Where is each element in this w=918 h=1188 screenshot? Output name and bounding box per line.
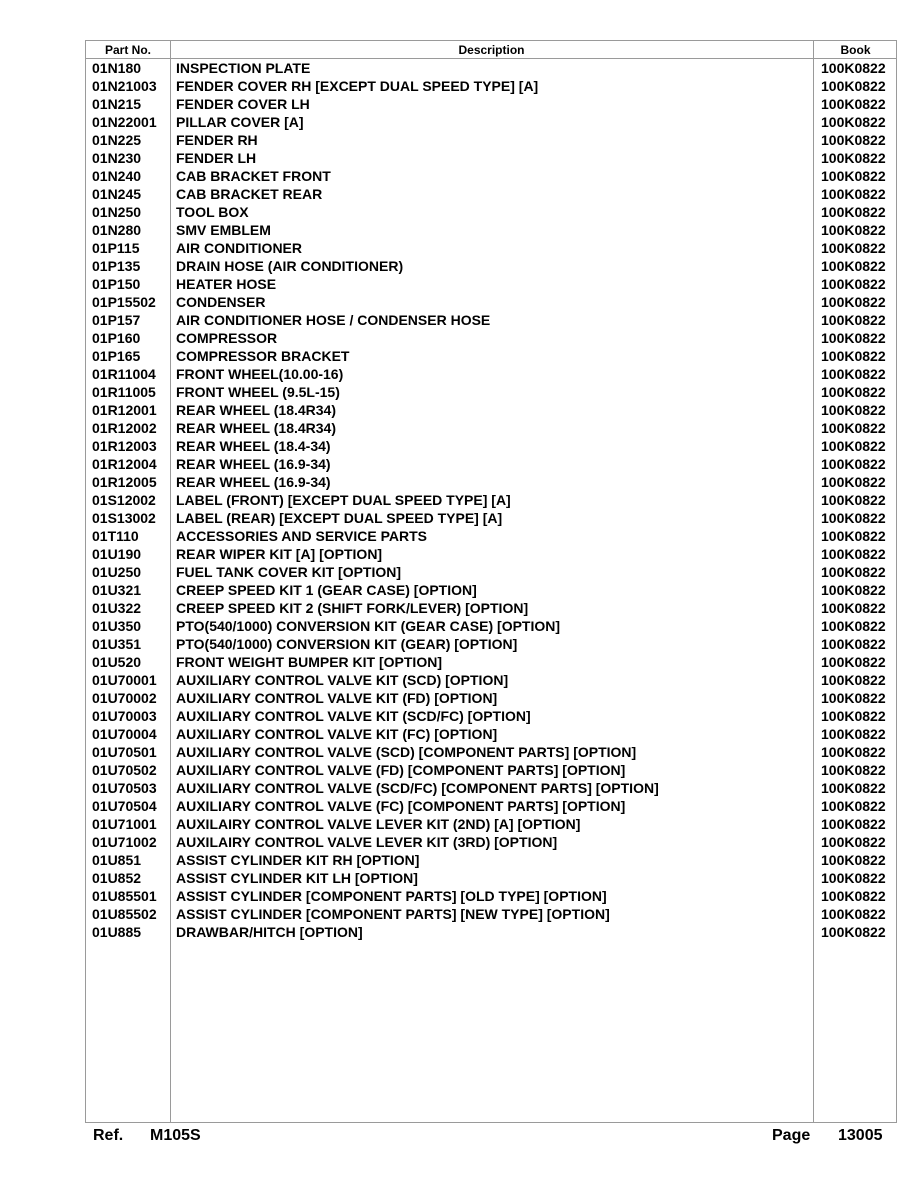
cell-description: ASSIST CYLINDER KIT RH [OPTION]: [176, 852, 420, 868]
cell-book: 100K0822: [821, 780, 886, 796]
cell-book: 100K0822: [821, 240, 886, 256]
cell-part-no: 01R12004: [92, 456, 157, 472]
table-row: [86, 419, 896, 437]
cell-part-no: 01P150: [92, 276, 141, 292]
table-row: [86, 815, 896, 833]
table-row: [86, 311, 896, 329]
cell-description: HEATER HOSE: [176, 276, 277, 292]
table-row: [86, 689, 896, 707]
table-row: [86, 221, 896, 239]
cell-book: 100K0822: [821, 420, 886, 436]
cell-description: PTO(540/1000) CONVERSION KIT (GEAR) [OPTION]: [176, 636, 518, 652]
cell-book: 100K0822: [821, 204, 886, 220]
cell-description: COMPRESSOR: [176, 330, 278, 346]
cell-description: AUXILIARY CONTROL VALVE KIT (FC) [OPTION]: [176, 726, 498, 742]
table-row: [86, 617, 896, 635]
cell-book: 100K0822: [821, 186, 886, 202]
cell-description: AUXILIARY CONTROL VALVE (FD) [COMPONENT PARTS] [OPTION]: [176, 762, 626, 778]
cell-part-no: 01N280: [92, 222, 142, 238]
cell-description: FRONT WHEEL(10.00-16): [176, 366, 344, 382]
cell-description: FENDER RH: [176, 132, 258, 148]
table-row: [86, 635, 896, 653]
cell-part-no: 01S12002: [92, 492, 156, 508]
cell-book: 100K0822: [821, 834, 886, 850]
cell-part-no: 01U190: [92, 546, 142, 562]
table-row: [86, 599, 896, 617]
footer-model: M105S: [150, 1127, 201, 1144]
cell-book: 100K0822: [821, 150, 886, 166]
cell-book: 100K0822: [821, 258, 886, 274]
table-row: [86, 59, 896, 77]
cell-book: 100K0822: [821, 384, 886, 400]
table-row: [86, 851, 896, 869]
header-description: Description: [458, 43, 525, 57]
cell-part-no: 01T110: [92, 528, 139, 544]
cell-book: 100K0822: [821, 816, 886, 832]
table-row: [86, 95, 896, 113]
table-row: [86, 329, 896, 347]
cell-book: 100K0822: [821, 708, 886, 724]
table-row: [86, 527, 896, 545]
cell-part-no: 01U851: [92, 852, 142, 868]
cell-book: 100K0822: [821, 888, 886, 904]
cell-part-no: 01P115: [92, 240, 140, 256]
cell-part-no: 01U71002: [92, 834, 157, 850]
cell-description: AIR CONDITIONER HOSE / CONDENSER HOSE: [176, 312, 491, 328]
cell-part-no: 01U85501: [92, 888, 157, 904]
table-row: [86, 239, 896, 257]
cell-description: ASSIST CYLINDER KIT LH [OPTION]: [176, 870, 418, 886]
cell-description: AUXILAIRY CONTROL VALVE LEVER KIT (2ND) [A] [OPTION]: [176, 816, 581, 832]
cell-part-no: 01U322: [92, 600, 142, 616]
cell-part-no: 01U70002: [92, 690, 157, 706]
cell-description: AUXILIARY CONTROL VALVE KIT (FD) [OPTION]: [176, 690, 498, 706]
table-row: [86, 167, 896, 185]
cell-part-no: 01U70003: [92, 708, 157, 724]
table-row: [86, 509, 896, 527]
cell-book: 100K0822: [821, 636, 886, 652]
cell-description: REAR WHEEL (18.4-34): [176, 438, 331, 454]
cell-part-no: 01R11005: [92, 384, 156, 400]
cell-part-no: 01U85502: [92, 906, 157, 922]
cell-description: INSPECTION PLATE: [176, 60, 311, 76]
cell-book: 100K0822: [821, 600, 886, 616]
footer-page-number: 13005: [838, 1127, 883, 1144]
table-row: [86, 563, 896, 581]
cell-part-no: 01N22001: [92, 114, 157, 130]
table-row: [86, 491, 896, 509]
cell-description: CONDENSER: [176, 294, 266, 310]
table-row: [86, 743, 896, 761]
cell-part-no: 01N215: [92, 96, 142, 112]
cell-part-no: 01U852: [92, 870, 142, 886]
cell-description: ACCESSORIES AND SERVICE PARTS: [176, 528, 428, 544]
cell-book: 100K0822: [821, 366, 886, 382]
cell-part-no: 01N245: [92, 186, 142, 202]
table-row: [86, 671, 896, 689]
cell-part-no: 01U71001: [92, 816, 157, 832]
cell-book: 100K0822: [821, 762, 886, 778]
cell-book: 100K0822: [821, 132, 886, 148]
cell-description: SMV EMBLEM: [176, 222, 271, 238]
cell-book: 100K0822: [821, 906, 886, 922]
cell-description: AUXILIARY CONTROL VALVE (SCD) [COMPONENT PARTS] [OPTION]: [176, 744, 637, 760]
cell-part-no: 01U70501: [92, 744, 157, 760]
cell-description: ASSIST CYLINDER [COMPONENT PARTS] [OLD TYPE] [OPTION]: [176, 888, 607, 904]
cell-part-no: 01R12005: [92, 474, 157, 490]
table-row: [86, 653, 896, 671]
cell-part-no: 01N225: [92, 132, 142, 148]
cell-part-no: 01P160: [92, 330, 141, 346]
table-row: [86, 473, 896, 491]
cell-book: 100K0822: [821, 114, 886, 130]
footer-ref-label: Ref.: [93, 1127, 124, 1144]
cell-description: ASSIST CYLINDER [COMPONENT PARTS] [NEW TYPE] [OPTION]: [176, 906, 610, 922]
cell-description: FENDER COVER RH [EXCEPT DUAL SPEED TYPE] [A]: [176, 78, 539, 94]
table-row: [86, 707, 896, 725]
table-row: [86, 797, 896, 815]
cell-part-no: 01R12002: [92, 420, 157, 436]
table-row: [86, 203, 896, 221]
cell-book: 100K0822: [821, 726, 886, 742]
cell-book: 100K0822: [821, 168, 886, 184]
cell-book: 100K0822: [821, 582, 886, 598]
cell-description: FENDER LH: [176, 150, 257, 166]
header-part-no: Part No.: [104, 43, 151, 57]
cell-book: 100K0822: [821, 690, 886, 706]
cell-part-no: 01R12003: [92, 438, 157, 454]
cell-description: FRONT WHEEL (9.5L-15): [176, 384, 340, 400]
table-header: [86, 41, 896, 59]
cell-description: REAR WHEEL (16.9-34): [176, 456, 331, 472]
cell-part-no: 01U70004: [92, 726, 157, 742]
cell-book: 100K0822: [821, 294, 886, 310]
cell-description: CREEP SPEED KIT 1 (GEAR CASE) [OPTION]: [176, 582, 477, 598]
cell-book: 100K0822: [821, 60, 886, 76]
cell-book: 100K0822: [821, 96, 886, 112]
cell-part-no: 01S13002: [92, 510, 156, 526]
table-row: [86, 725, 896, 743]
cell-book: 100K0822: [821, 798, 886, 814]
cell-description: REAR WHEEL (18.4R34): [176, 402, 337, 418]
cell-part-no: 01U520: [92, 654, 142, 670]
table-row: [86, 257, 896, 275]
cell-part-no: 01N240: [92, 168, 142, 184]
table-row: [86, 833, 896, 851]
table-row: [86, 77, 896, 95]
cell-part-no: 01P135: [92, 258, 141, 274]
cell-part-no: 01U321: [92, 582, 142, 598]
cell-book: 100K0822: [821, 510, 886, 526]
cell-description: REAR WIPER KIT [A] [OPTION]: [176, 546, 383, 562]
cell-book: 100K0822: [821, 492, 886, 508]
cell-description: AUXILIARY CONTROL VALVE (FC) [COMPONENT PARTS] [OPTION]: [176, 798, 626, 814]
cell-book: 100K0822: [821, 924, 886, 940]
table-row: [86, 149, 896, 167]
cell-part-no: 01P15502: [92, 294, 156, 310]
table-row: [86, 383, 896, 401]
cell-description: DRAWBAR/HITCH [OPTION]: [176, 924, 363, 940]
cell-book: 100K0822: [821, 402, 886, 418]
cell-book: 100K0822: [821, 312, 886, 328]
cell-description: AIR CONDITIONER: [176, 240, 302, 256]
cell-part-no: 01N21003: [92, 78, 157, 94]
cell-book: 100K0822: [821, 438, 886, 454]
cell-description: FENDER COVER LH: [176, 96, 310, 112]
table-row: [86, 401, 896, 419]
table-row: [86, 455, 896, 473]
table-row: [86, 779, 896, 797]
cell-part-no: 01N180: [92, 60, 142, 76]
cell-part-no: 01N250: [92, 204, 142, 220]
cell-book: 100K0822: [821, 528, 886, 544]
cell-description: REAR WHEEL (18.4R34): [176, 420, 337, 436]
cell-book: 100K0822: [821, 564, 886, 580]
parts-table: [85, 40, 897, 1123]
table-row: [86, 545, 896, 563]
table-row: [86, 113, 896, 131]
table-row: [86, 347, 896, 365]
cell-description: DRAIN HOSE (AIR CONDITIONER): [176, 258, 404, 274]
cell-book: 100K0822: [821, 348, 886, 364]
table-row: [86, 275, 896, 293]
cell-part-no: 01P157: [92, 312, 141, 328]
cell-book: 100K0822: [821, 618, 886, 634]
cell-book: 100K0822: [821, 276, 886, 292]
cell-book: 100K0822: [821, 852, 886, 868]
table-row: [86, 905, 896, 923]
cell-description: CAB BRACKET FRONT: [176, 168, 331, 184]
header-book: Book: [840, 43, 871, 57]
table-row: [86, 761, 896, 779]
cell-part-no: 01U70504: [92, 798, 157, 814]
cell-book: 100K0822: [821, 870, 886, 886]
cell-description: LABEL (REAR) [EXCEPT DUAL SPEED TYPE] [A]: [176, 510, 503, 526]
table-row: [86, 365, 896, 383]
cell-part-no: 01U70502: [92, 762, 157, 778]
cell-part-no: 01U885: [92, 924, 142, 940]
cell-book: 100K0822: [821, 672, 886, 688]
cell-description: PTO(540/1000) CONVERSION KIT (GEAR CASE) [OPTION]: [176, 618, 561, 634]
cell-book: 100K0822: [821, 330, 886, 346]
cell-book: 100K0822: [821, 222, 886, 238]
table-row: [86, 869, 896, 887]
cell-part-no: 01P165: [92, 348, 141, 364]
cell-part-no: 01U250: [92, 564, 142, 580]
table-row: [86, 131, 896, 149]
cell-book: 100K0822: [821, 546, 886, 562]
cell-description: REAR WHEEL (16.9-34): [176, 474, 331, 490]
cell-description: AUXILAIRY CONTROL VALVE LEVER KIT (3RD) [OPTION]: [176, 834, 558, 850]
table-body: [86, 59, 896, 941]
cell-description: FRONT WEIGHT BUMPER KIT [OPTION]: [176, 654, 442, 670]
cell-description: AUXILIARY CONTROL VALVE KIT (SCD) [OPTION]: [176, 672, 509, 688]
cell-book: 100K0822: [821, 744, 886, 760]
cell-description: PILLAR COVER [A]: [176, 114, 304, 130]
cell-book: 100K0822: [821, 654, 886, 670]
cell-part-no: 01U70503: [92, 780, 157, 796]
footer-page-label: Page: [772, 1127, 811, 1144]
cell-part-no: 01U351: [92, 636, 142, 652]
cell-part-no: 01U350: [92, 618, 142, 634]
cell-description: LABEL (FRONT) [EXCEPT DUAL SPEED TYPE] [A]: [176, 492, 511, 508]
cell-description: TOOL BOX: [176, 204, 249, 220]
cell-book: 100K0822: [821, 456, 886, 472]
table-row: [86, 581, 896, 599]
cell-description: AUXILIARY CONTROL VALVE KIT (SCD/FC) [OPTION]: [176, 708, 531, 724]
cell-description: COMPRESSOR BRACKET: [176, 348, 350, 364]
table-row: [86, 437, 896, 455]
table-row: [86, 185, 896, 203]
cell-description: AUXILIARY CONTROL VALVE (SCD/FC) [COMPONENT PARTS] [OPTION]: [176, 780, 659, 796]
cell-part-no: 01R11004: [92, 366, 156, 382]
cell-description: CAB BRACKET REAR: [176, 186, 323, 202]
table-row: [86, 293, 896, 311]
cell-book: 100K0822: [821, 78, 886, 94]
table-row: [86, 887, 896, 905]
table-row: [86, 923, 896, 941]
cell-book: 100K0822: [821, 474, 886, 490]
cell-part-no: 01R12001: [92, 402, 157, 418]
cell-description: CREEP SPEED KIT 2 (SHIFT FORK/LEVER) [OPTION]: [176, 600, 529, 616]
cell-description: FUEL TANK COVER KIT [OPTION]: [176, 564, 402, 580]
cell-part-no: 01U70001: [92, 672, 157, 688]
cell-part-no: 01N230: [92, 150, 142, 166]
